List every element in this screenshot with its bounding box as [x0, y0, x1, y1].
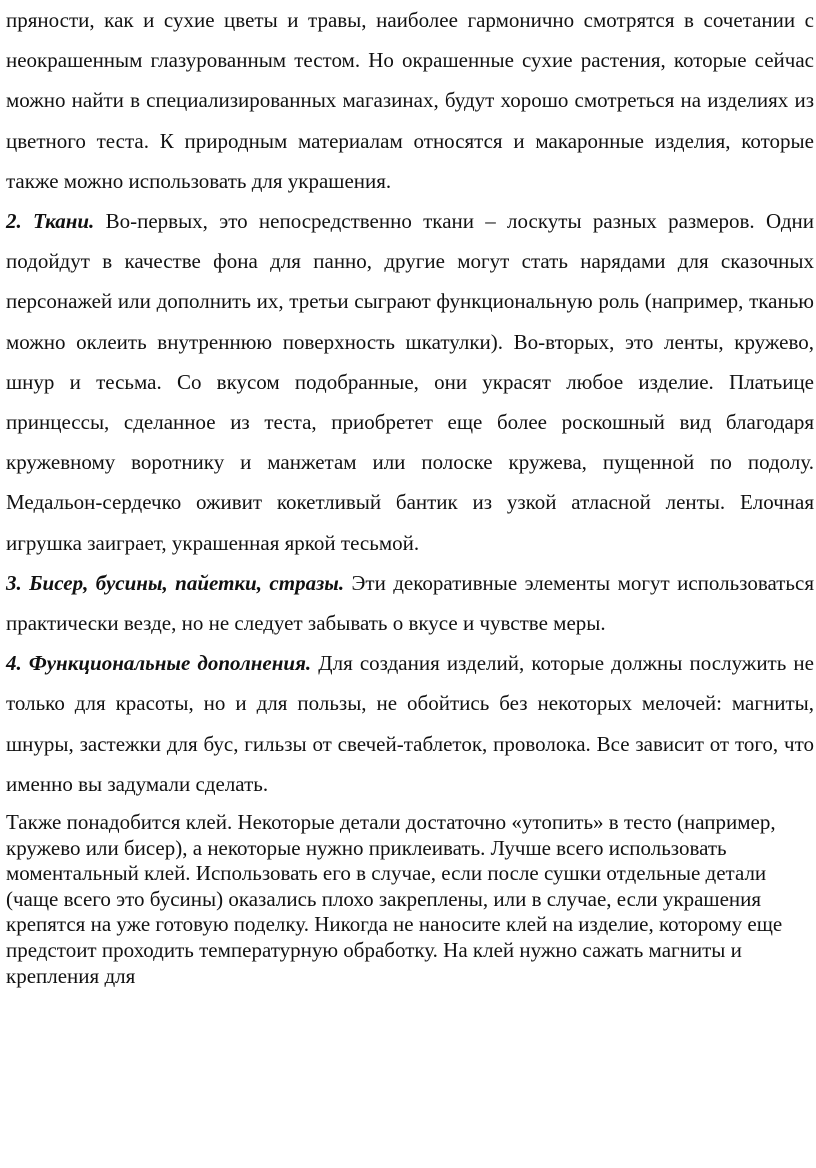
- section-functional-text: Для создания изделий, которые должны послужить не только для красоты, но и для пользы, не обойтись без некоторых мелочей: магниты, шнуры, застежки для бус, гильзы от свечей-таблеток, проволока. Все зависит от того, что именно вы задумали сделать.: [6, 651, 814, 796]
- section-fabrics: [6, 201, 814, 563]
- section-beads: [6, 563, 814, 643]
- section-fabrics-heading: 2. Ткани.: [6, 209, 95, 234]
- document-page: [6, 0, 814, 989]
- section-functional-heading: 4. Функциональные дополнения.: [6, 651, 312, 676]
- section-beads-heading: 3. Бисер, бусины, пайетки, стразы.: [6, 570, 345, 595]
- paragraph-glue: Также понадобится клей. Некоторые детали достаточно «утопить» в тесто (например, кружево или бисер), а некоторые нужно приклеивать. Лучше всего использовать моментальный клей. Использовать его в случае, если после сушки отдельные детали (чаще всего это бусины) оказались плохо закреплены, или в случае, если украшения крепятся на уже готовую поделку. Никогда не наносите клей на изделие, которому еще предстоит проходить температурную обработку. На клей нужно сажать магниты и крепления для: [6, 810, 783, 988]
- section-fabrics-text: Во-первых, это непосредственно ткани – лоскуты разных размеров. Одни подойдут в качестве фона для панно, другие могут стать нарядами для сказочных персонажей или дополнить их, третьи сыграют функциональную роль (например, тканью можно оклеить внутреннюю поверхность шкатулки). Во-вторых, это ленты, кружево, шнур и тесьма. Со вкусом подобранные, они украсят любое изделие. Платьице принцессы, сделанное из теста, приобретет еще более роскошный вид благодаря кружевному воротнику и манжетам или полоске кружева, пущенной по подолу. Медальон-сердечко оживит кокетливый бантик из узкой атласной ленты. Елочная игрушка заиграет, украшенная яркой тесьмой.: [6, 209, 815, 555]
- paragraph-intro: пряности, как и сухие цветы и травы, наиболее гармонично смотрятся в сочетании с неокрашенным глазурованным тестом. Но окрашенные сухие растения, которые сейчас можно найти в специализированных магазинах, будут хорошо смотреться на изделиях из цветного теста. К природным материалам относятся и макаронные изделия, которые также можно использовать для украшения.: [6, 8, 814, 193]
- section-functional: [6, 643, 814, 804]
- section-beads-text: Эти декоративные элементы могут использоваться практически везде, но не следует забывать о вкусе и чувстве меры.: [6, 570, 814, 636]
